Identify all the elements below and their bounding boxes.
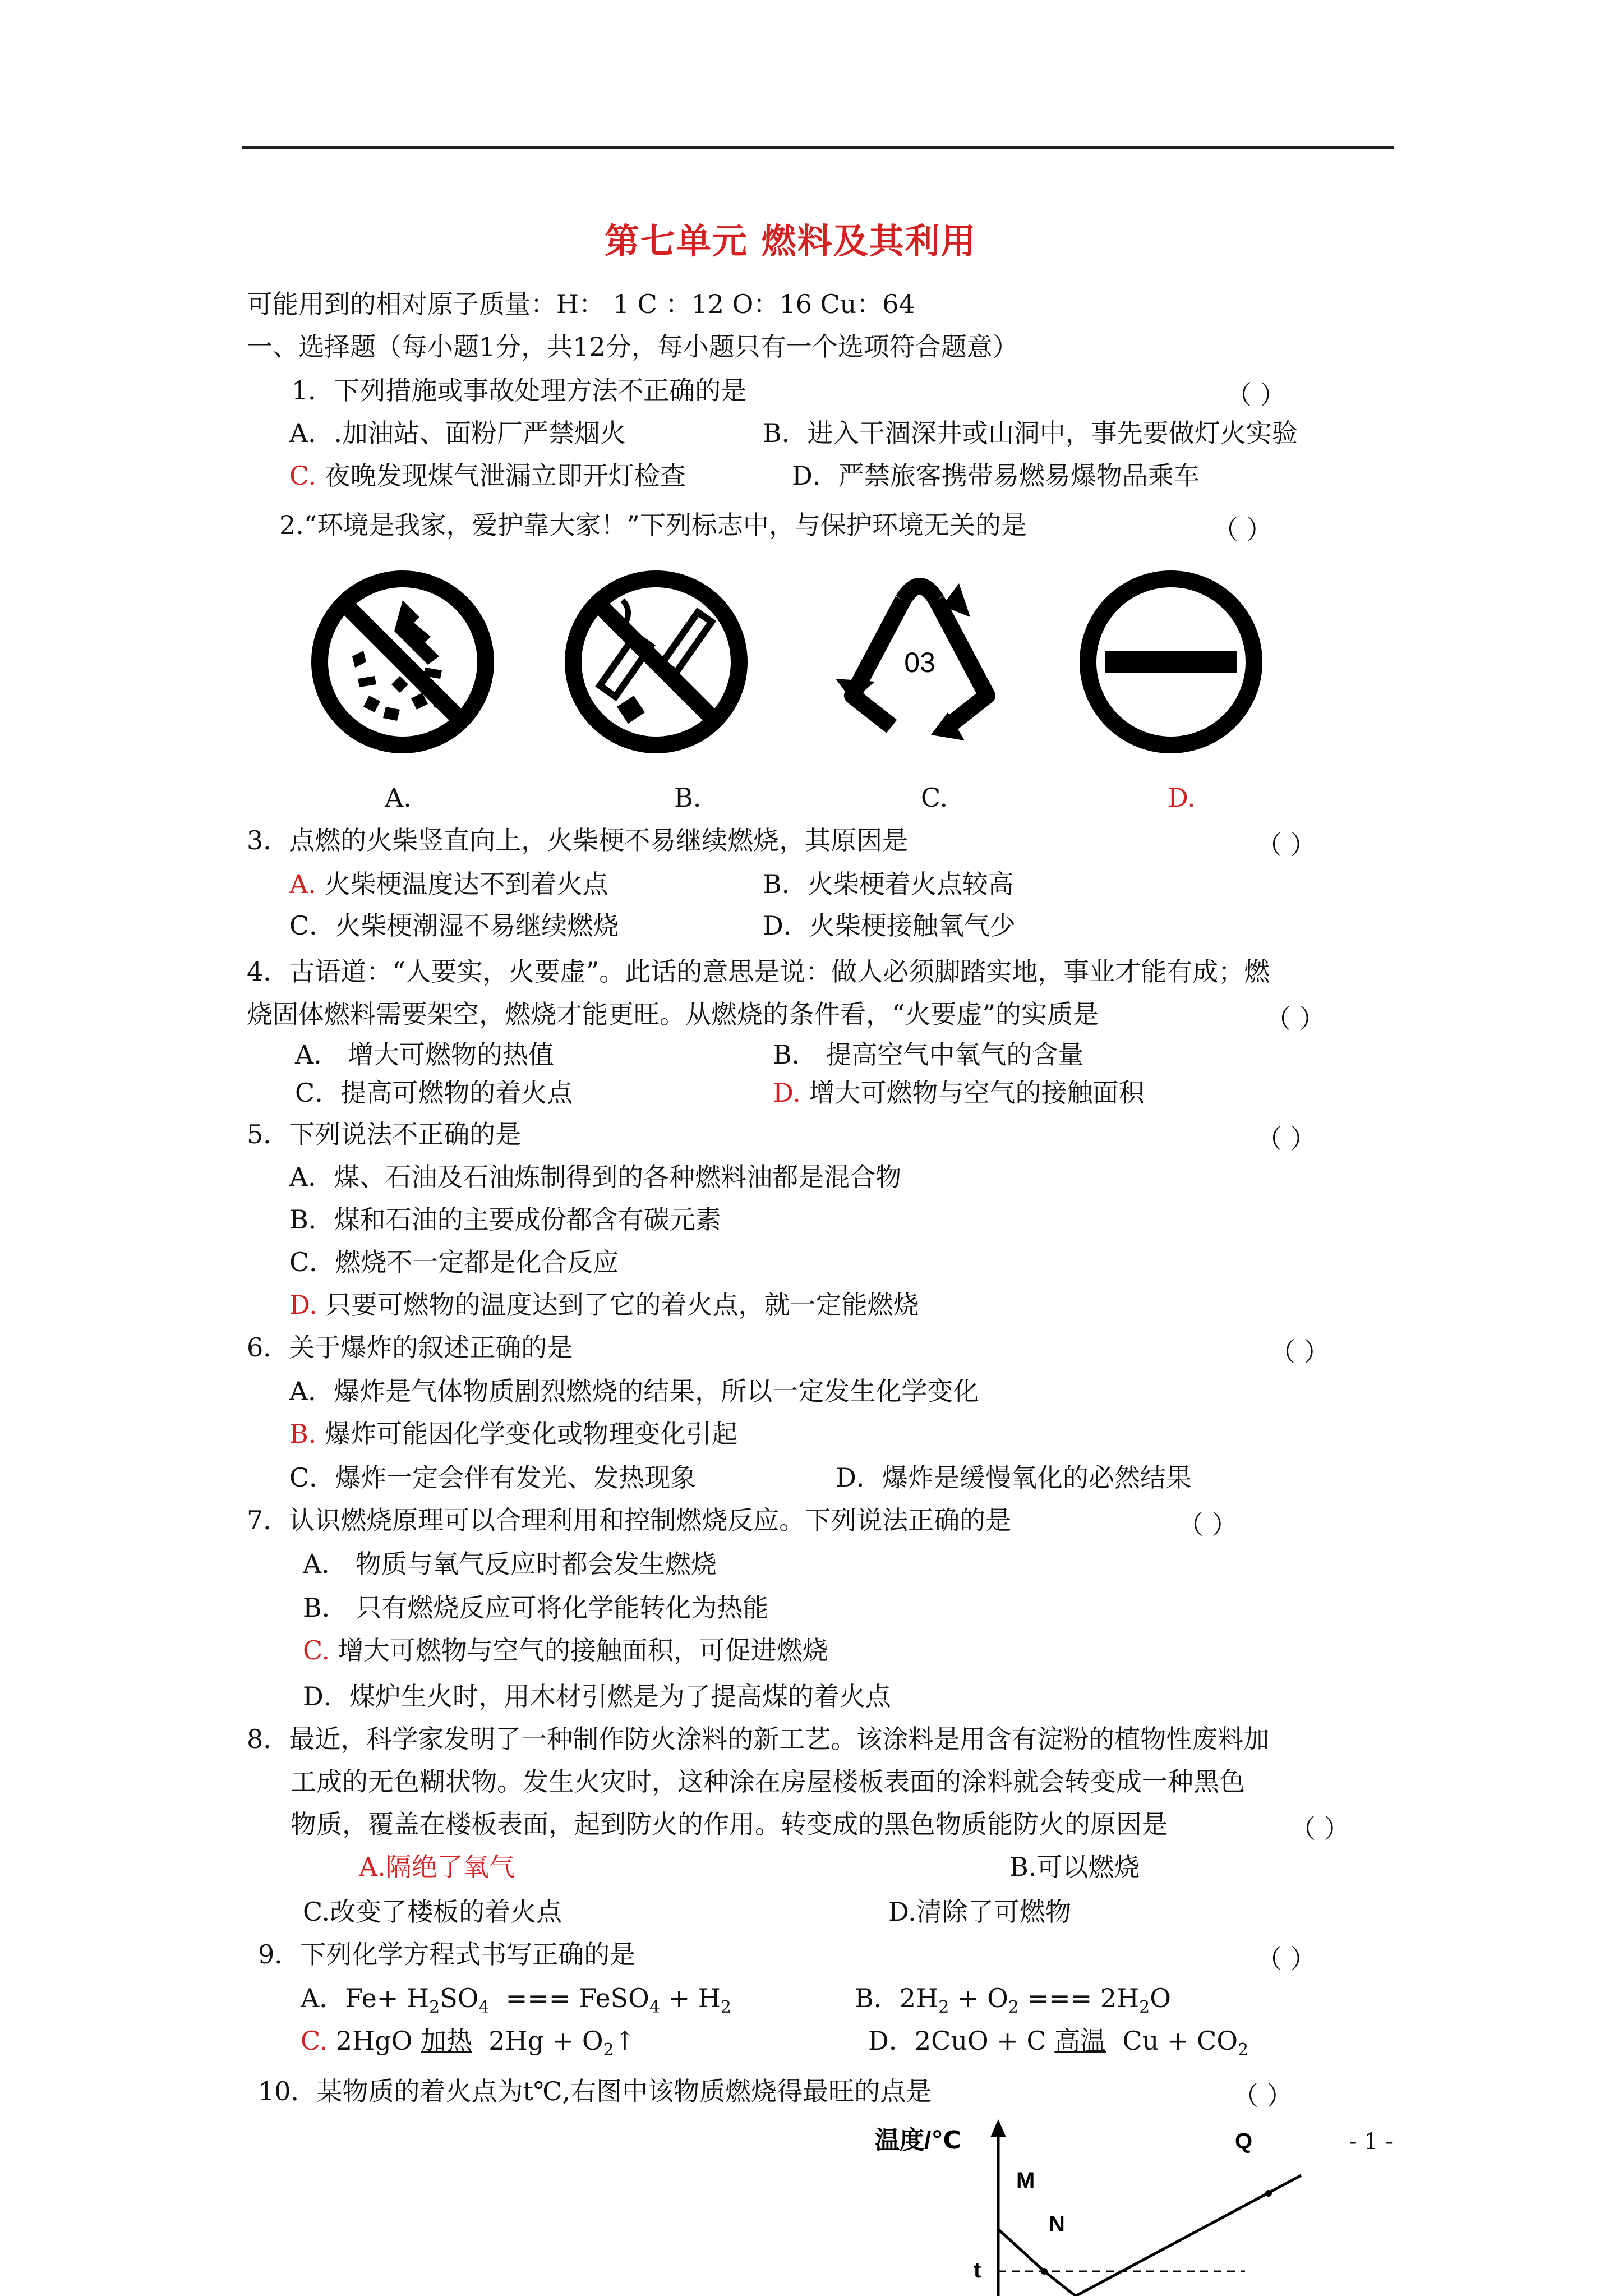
q4-answer-blank: （ ） bbox=[1265, 1004, 1325, 1034]
q6-answer-letter: B. bbox=[289, 1419, 317, 1449]
recycle-symbol-icon bbox=[819, 561, 1021, 752]
q2-label-b: B. bbox=[674, 783, 702, 813]
q5-answer-blank: （ ） bbox=[1256, 1124, 1316, 1154]
q8-stem-line1: 8．最近，科学家发明了一种制作防火涂料的新工艺。该涂料是用含有淀粉的植物性废料加 bbox=[247, 1724, 1270, 1754]
q6-option-b bbox=[289, 1418, 737, 1450]
q9-option-a: A．$Fe+ H_2SO_4$ === FeSO$_4$ + $H_2$ bbox=[301, 1983, 731, 2017]
chart-ylabel: 温度/℃ bbox=[875, 2127, 961, 2154]
q7-option-b: B． 只有燃烧反应可将化学能转化为热能 bbox=[303, 1593, 769, 1623]
no-smoking-sign-icon bbox=[561, 567, 751, 757]
q1-option-a: A．.加油站、面粉厂严禁烟火 bbox=[289, 418, 626, 448]
q4-stem-line1: 4．古语道：“人要实，火要虚”。此话的意思是说：做人必须脚踏实地，事业才能有成；燃 bbox=[247, 956, 1270, 987]
q7-option-a: A． 物质与氧气反应时都会发生燃烧 bbox=[303, 1549, 717, 1579]
point-label-n: N bbox=[1049, 2212, 1065, 2237]
q8-option-d: D.清除了可燃物 bbox=[888, 1897, 1071, 1927]
q8-answer-blank: （ ） bbox=[1290, 1814, 1350, 1844]
page-number: - 1 - bbox=[1349, 2129, 1393, 2155]
q3-option-a bbox=[289, 868, 608, 900]
q1-answer-letter: C. bbox=[289, 461, 317, 491]
q7-option-c bbox=[303, 1635, 828, 1666]
q6-stem: 6．关于爆炸的叙述正确的是 bbox=[247, 1332, 573, 1363]
q8-option-c: C.改变了楼板的着火点 bbox=[303, 1897, 562, 1927]
no-fireworks-sign-icon bbox=[307, 567, 498, 757]
point-q-marker bbox=[1265, 2190, 1272, 2197]
t-label: t bbox=[974, 2258, 981, 2283]
q3-stem: 3．点燃的火柴竖直向上，火柴梗不易继续燃烧，其原因是 bbox=[247, 825, 909, 855]
q6-option-c: C．爆炸一定会伴有发光、发热现象 bbox=[289, 1462, 697, 1493]
q2-answer-blank: （ ） bbox=[1212, 514, 1272, 545]
q7-stem: 7．认识燃烧原理可以合理利用和控制燃烧反应。下列说法正确的是 bbox=[247, 1505, 1012, 1535]
q7-answer-blank: （ ） bbox=[1178, 1510, 1238, 1540]
q3-option-a-text: 火柴梗温度达不到着火点 bbox=[316, 869, 608, 899]
header-rule bbox=[242, 146, 1394, 149]
q4-option-d bbox=[773, 1077, 1145, 1108]
q5-answer-letter: D. bbox=[289, 1290, 317, 1320]
atomic-masses: 可能用到的相对原子质量：H： 1 C ：12 O：16 Cu：64 bbox=[247, 289, 915, 319]
q5-option-b: B．煤和石油的主要成份都含有碳元素 bbox=[289, 1204, 721, 1235]
q8-stem-line3: 物质，覆盖在楼板表面，起到防火的作用。转变成的黑色物质能防火的原因是 bbox=[291, 1809, 1168, 1839]
q9-answer-blank: （ ） bbox=[1256, 1944, 1316, 1974]
q3-option-b: B．火柴梗着火点较高 bbox=[763, 869, 1014, 899]
temperature-line-falling bbox=[998, 2229, 1076, 2296]
q9-option-b: B．$2H_2 + O_2$ === $2H_2O$ bbox=[855, 1983, 1171, 2017]
q1-option-d: D．严禁旅客携带易燃易爆物品乘车 bbox=[792, 461, 1200, 491]
q5-option-d bbox=[289, 1289, 919, 1320]
q5-stem: 5．下列说法不正确的是 bbox=[247, 1119, 522, 1149]
temperature-chart bbox=[875, 2109, 1324, 2296]
section-heading: 一、选择题（每小题1分，共12分，每小题只有一个选项符合题意） bbox=[247, 332, 1018, 362]
recycle-code: 03 bbox=[904, 647, 935, 678]
q4-answer-letter: D. bbox=[773, 1078, 801, 1108]
q7-option-c-text: 增大可燃物与空气的接触面积，可促进燃烧 bbox=[330, 1635, 828, 1665]
q4-option-b: B． 提高空气中氧气的含量 bbox=[773, 1039, 1084, 1070]
point-n-marker bbox=[1041, 2268, 1048, 2275]
q2-label-c: C. bbox=[921, 783, 948, 813]
q3-option-c: C．火柴梗潮湿不易继续燃烧 bbox=[289, 910, 619, 941]
q6-option-d: D．爆炸是缓慢氧化的必然结果 bbox=[836, 1462, 1192, 1493]
q6-answer-blank: （ ） bbox=[1270, 1337, 1330, 1367]
point-label-q: Q bbox=[1235, 2129, 1253, 2154]
point-label-m: M bbox=[1016, 2168, 1035, 2193]
q9-answer-letter: C. bbox=[301, 2026, 328, 2056]
q5-option-c: C．燃烧不一定都是化合反应 bbox=[289, 1247, 619, 1277]
no-entry-sign-icon bbox=[1076, 567, 1266, 757]
q1-answer-blank: （ ） bbox=[1226, 380, 1286, 410]
q3-option-d: D．火柴梗接触氧气少 bbox=[763, 910, 1016, 941]
q8-option-b: B.可以燃烧 bbox=[1009, 1852, 1140, 1882]
q5-option-d-text: 只要可燃物的温度达到了它的着火点，就一定能燃烧 bbox=[317, 1290, 919, 1320]
q9-option-d: D．2CuO + C 高温 $Cu + CO_2$ bbox=[868, 2026, 1249, 2060]
q1-option-c-text: 夜晚发现煤气泄漏立即开灯检查 bbox=[316, 461, 686, 491]
q6-option-b-text: 爆炸可能因化学变化或物理变化引起 bbox=[316, 1419, 738, 1449]
q10-stem: 10．某物质的着火点为t℃,右图中该物质燃烧得最旺的点是 bbox=[258, 2076, 932, 2106]
q4-option-a: A． 增大可燃物的热值 bbox=[295, 1039, 554, 1070]
q4-option-d-text: 增大可燃物与空气的接触面积 bbox=[800, 1078, 1145, 1108]
q1-option-c bbox=[289, 460, 686, 491]
q9-option-c: C. 2HgO 加热 $2Hg + O_2↑$ bbox=[301, 2026, 636, 2060]
q1-stem: 1．下列措施或事故处理方法不正确的是 bbox=[292, 375, 747, 406]
q6-option-a: A．爆炸是气体物质剧烈燃烧的结果，所以一定发生化学变化 bbox=[289, 1376, 979, 1406]
q4-stem-line2: 烧固体燃料需要架空，燃烧才能更旺。从燃烧的条件看，“火要虚”的实质是 bbox=[247, 999, 1099, 1029]
q9-stem: 9．下列化学方程式书写正确的是 bbox=[258, 1939, 636, 1970]
q2-label-d-answer: D. bbox=[1168, 783, 1196, 813]
q8-option-a-answer: A.隔绝了氧气 bbox=[359, 1852, 515, 1882]
q7-answer-letter: C. bbox=[303, 1635, 330, 1665]
q10-answer-blank: （ ） bbox=[1233, 2081, 1293, 2111]
page-title: 第七单元 燃料及其利用 bbox=[605, 220, 977, 261]
q5-option-a: A．煤、石油及石油炼制得到的各种燃料油都是混合物 bbox=[289, 1162, 902, 1192]
q2-stem: 2.“环境是我家，爱护靠大家！”下列标志中，与保护环境无关的是 bbox=[279, 510, 1027, 540]
q7-option-d: D．煤炉生火时，用木材引燃是为了提高煤的着火点 bbox=[303, 1681, 891, 1711]
q4-option-c: C．提高可燃物的着火点 bbox=[295, 1078, 573, 1108]
y-axis-arrow-icon bbox=[990, 2119, 1006, 2137]
q2-label-a: A. bbox=[385, 783, 412, 813]
q3-answer-letter: A. bbox=[289, 869, 316, 899]
q1-option-b: B．进入干涸深井或山洞中，事先要做灯火实验 bbox=[763, 418, 1298, 448]
q8-stem-line2: 工成的无色糊状物。发生火灾时，这种涂在房屋楼板表面的涂料就会转变成一种黑色 bbox=[291, 1766, 1245, 1797]
q3-answer-blank: （ ） bbox=[1256, 830, 1316, 860]
